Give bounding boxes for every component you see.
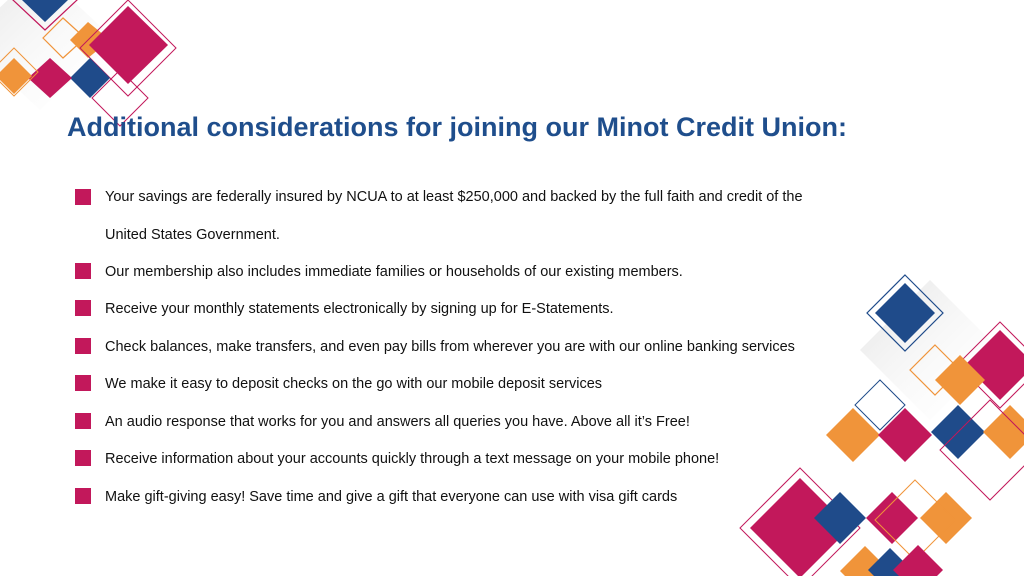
bullet-square-icon	[75, 413, 91, 429]
bullet-text: An audio response that works for you and answers all queries you have. Above all it’s Free!	[105, 414, 690, 430]
bullet-square-icon	[75, 300, 91, 316]
bullet-text: Our membership also includes immediate families or households of our existing members.	[105, 264, 683, 280]
bullet-text: Receive information about your accounts quickly through a text message on your mobile phone!	[105, 451, 720, 467]
bullet-square-icon	[75, 375, 91, 391]
bullet-text: Receive your monthly statements electronically by signing up for E-Statements.	[105, 301, 614, 317]
bullet-square-icon	[75, 189, 91, 205]
bullet-text: Check balances, make transfers, and even pay bills from wherever you are with our online banking services	[105, 339, 795, 355]
top-left-diamonds	[0, 0, 176, 126]
right-side-diamonds	[740, 275, 1024, 576]
bullet-text: We make it easy to deposit checks on the go with our mobile deposit services	[105, 376, 603, 392]
bullet-square-icon	[75, 338, 91, 354]
bullet-square-icon	[75, 488, 91, 504]
slide-title: Additional considerations for joining our Minot Credit Union:	[67, 112, 847, 142]
bullet-text: Your savings are federally insured by NCUA to at least $250,000 and backed by the full faith and credit of the	[105, 189, 803, 205]
bullet-text: Make gift-giving easy! Save time and give a gift that everyone can use with visa gift cards	[105, 489, 678, 505]
bullet-square-icon	[75, 450, 91, 466]
bullet-square-icon	[75, 263, 91, 279]
bullet-text-continuation: United States Government.	[105, 227, 280, 243]
